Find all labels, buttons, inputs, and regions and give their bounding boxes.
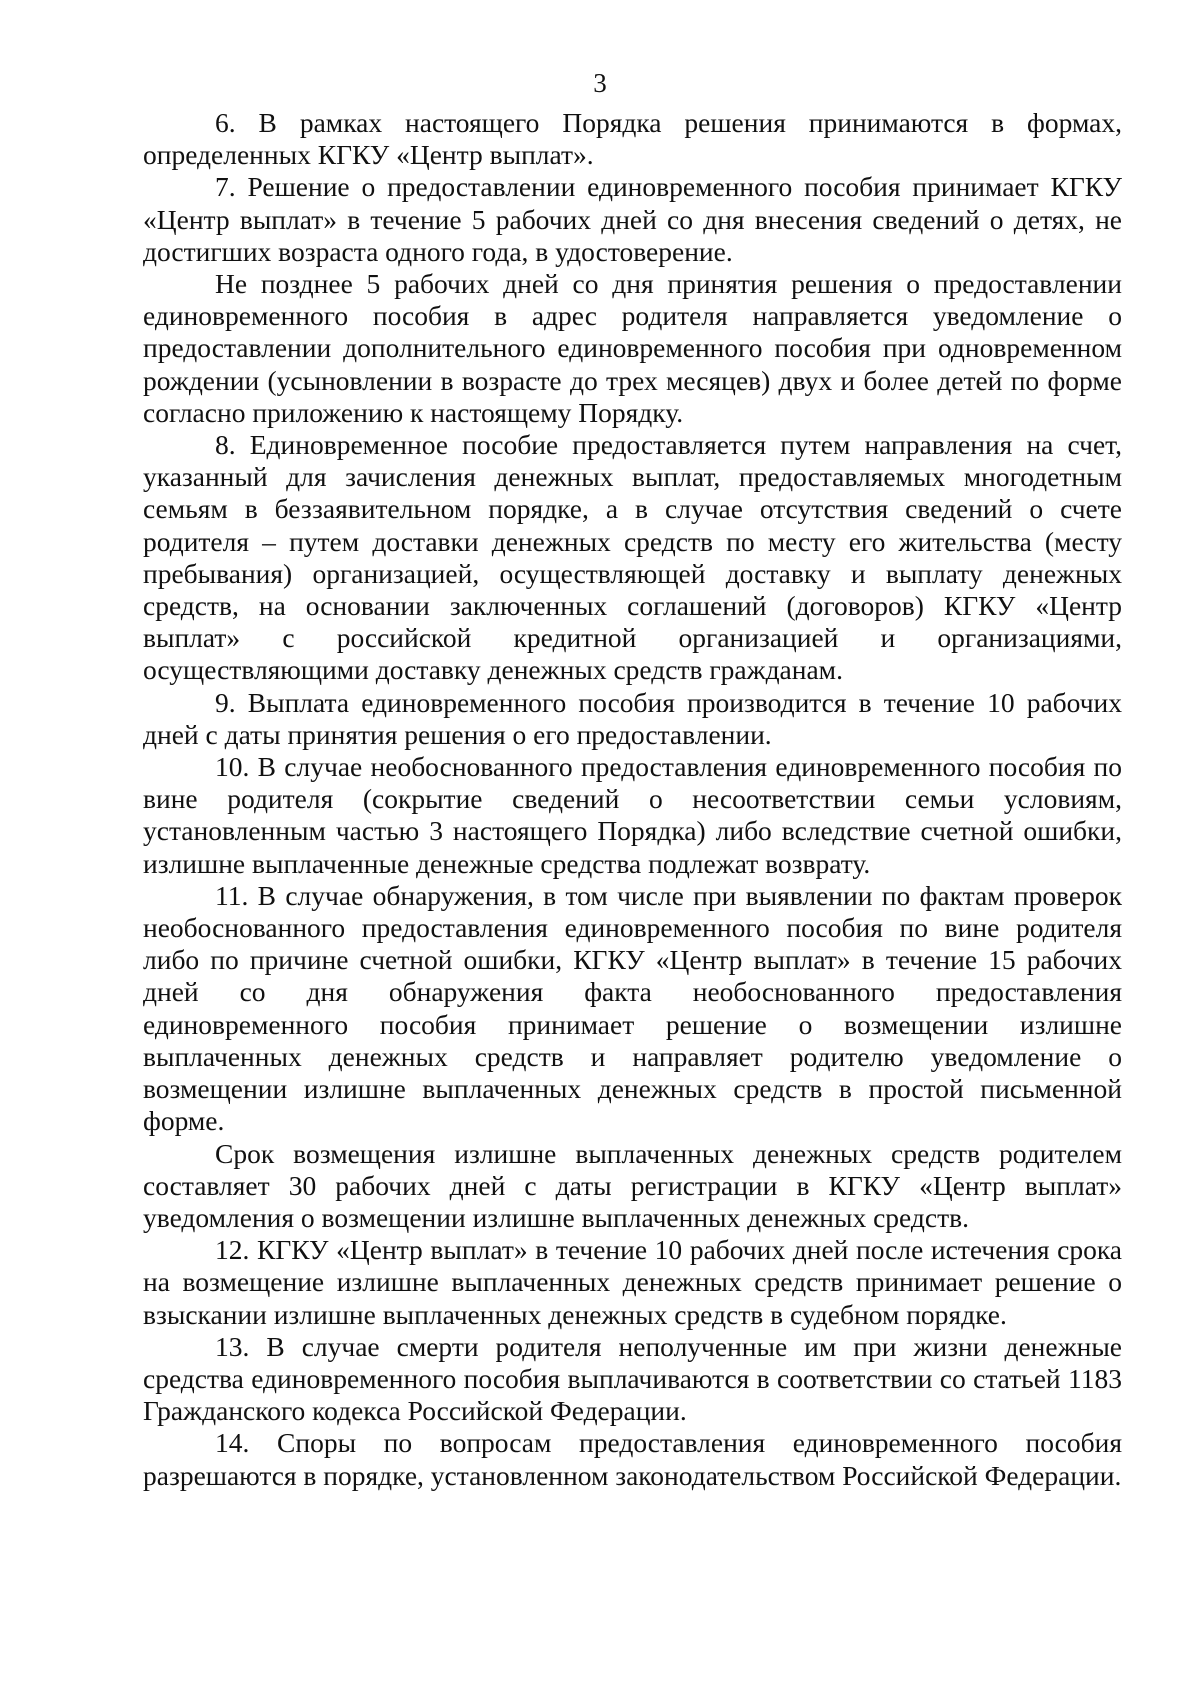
paragraph-6: 6. В рамках настоящего Порядка решения принимаются в формах, определенных КГКУ «Центр выплат». (143, 107, 1122, 171)
paragraph-8: 8. Единовременное пособие предоставляется путем направления на счет, указанный для зачисления денежных выплат, предоставляемых многодетным семьям в беззаявительном порядке, а в случае отсутствия сведений о счете родителя – путем доставки денежных средств по месту его жительства (месту пребывания) организацией, осуществляющей доставку и выплату денежных средств, на основании заключенных соглашений (договоров) КГКУ «Центр выплат» с российской кредитной организацией и организациями, осуществляющими доставку денежных средств гражданам. (143, 429, 1122, 686)
paragraph-11: 11. В случае обнаружения, в том числе при выявлении по фактам проверок необоснованного предоставления единовременного пособия по вине родителя либо по причине счетной ошибки, КГКУ «Центр выплат» в течение 15 рабочих дней со дня обнаружения факта необоснованного предоставления единовременного пособия принимает решение о возмещении излишне выплаченных денежных средств и направляет родителю уведомление о возмещении излишне выплаченных денежных средств в простой письменной форме. (143, 879, 1122, 1137)
paragraph-11-term: Срок возмещения излишне выплаченных денежных средств родителем составляет 30 рабочих дней с даты регистрации в КГКУ «Центр выплат» уведомления о возмещении излишне выплаченных денежных средств. (143, 1137, 1122, 1233)
paragraph-7-notice: Не позднее 5 рабочих дней со дня принятия решения о предоставлении единовременного пособия в адрес родителя направляется уведомление о предоставлении дополнительного единовременного пособия при одновременном рождении (усыновлении в возрасте до трех месяцев) двух и более детей по форме согласно приложению к настоящему Порядку. (143, 268, 1122, 428)
paragraph-13: 13. В случае смерти родителя неполученные им при жизни денежные средства единовременного пособия выплачиваются в соответствии со статьей 1183 Гражданского кодекса Российской Федерации. (143, 1330, 1122, 1427)
paragraph-14: 14. Споры по вопросам предоставления единовременного пособия разрешаются в порядке, установленном законодательством Российской Федерации. (143, 1427, 1122, 1491)
document-body (143, 107, 1122, 1492)
paragraph-10: 10. В случае необоснованного предоставления единовременного пособия по вине родителя (сокрытие сведений о несоответствии семьи условиям, установленным частью 3 настоящего Порядка) либо вследствие счетной ошибки, излишне выплаченные денежные средства подлежат возврату. (143, 751, 1122, 879)
paragraph-7: 7. Решение о предоставлении единовременного пособия принимает КГКУ «Центр выплат» в течение 5 рабочих дней со дня внесения сведений о детях, не достигших возраста одного года, в удостоверение. (143, 171, 1122, 267)
page-number: 3 (593, 68, 607, 98)
paragraph-9: 9. Выплата единовременного пособия производится в течение 10 рабочих дней с даты принятия решения о его предоставлении. (143, 686, 1122, 750)
paragraph-12: 12. КГКУ «Центр выплат» в течение 10 рабочих дней после истечения срока на возмещение излишне выплаченных денежных средств принимает решение о взыскании излишне выплаченных денежных средств в судебном порядке. (143, 1234, 1122, 1330)
